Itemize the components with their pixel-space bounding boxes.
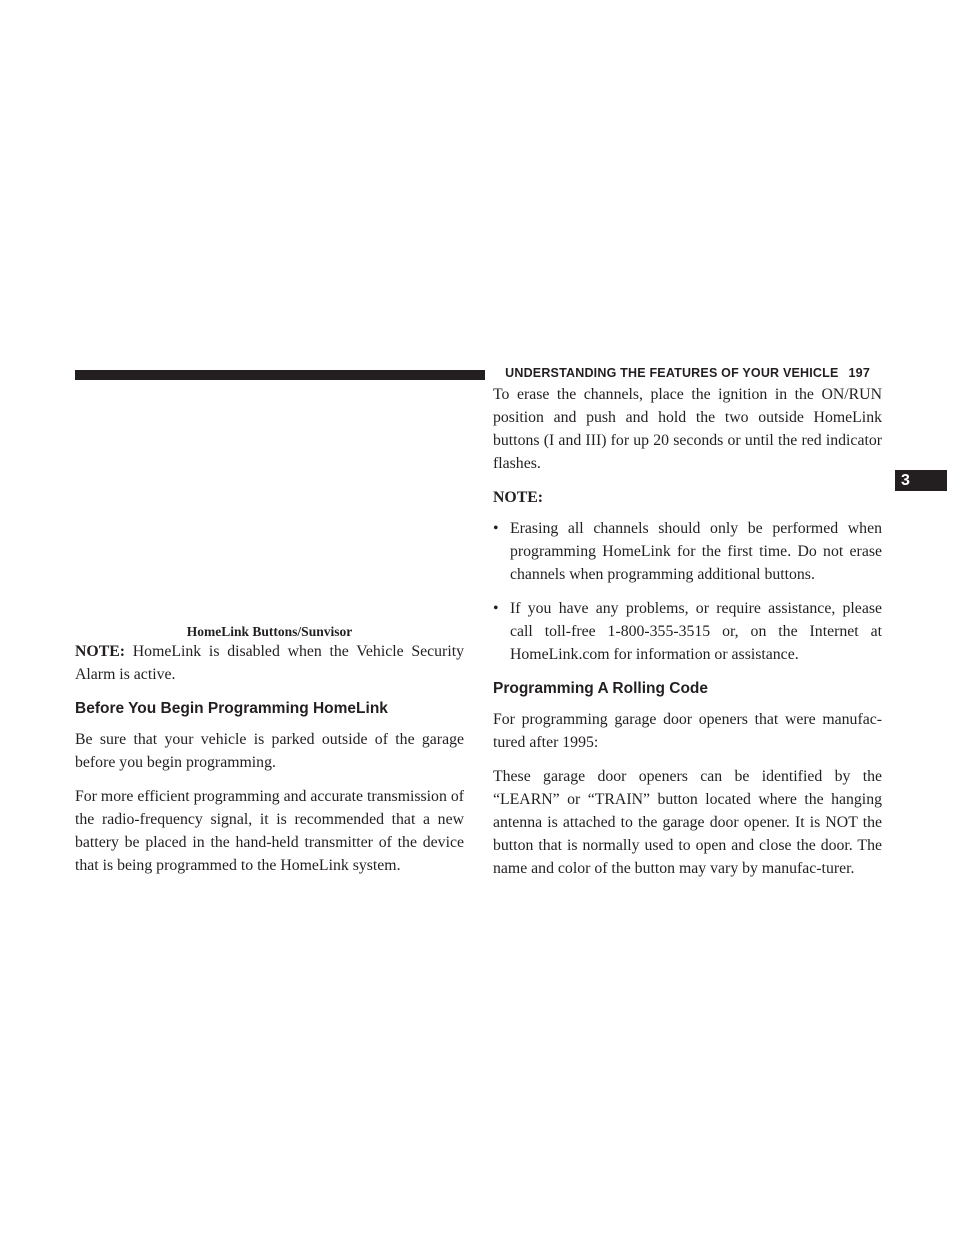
section-heading-rolling-code: Programming A Rolling Code xyxy=(493,680,708,697)
note-paragraph xyxy=(75,640,464,686)
list-item-text: If you have any problems, or require assistance, please call toll-free 1-800-355-3515 or, on the Internet at HomeLink.com for information or assistance. xyxy=(510,600,882,663)
body-paragraph: For more efficient programming and accurate transmission of the radio-frequency signal, it is recommended that a new battery be placed in the hand-held transmitter of the device that is being programmed to the HomeLink system. xyxy=(75,788,464,874)
figure-caption: HomeLink Buttons/Sunvisor xyxy=(186,624,353,639)
left-column xyxy=(75,640,464,888)
note-list xyxy=(493,517,882,666)
bullet-icon: • xyxy=(493,520,499,537)
section-heading-before-programming: Before You Begin Programming HomeLink xyxy=(75,700,388,717)
running-header xyxy=(500,366,870,380)
body-paragraph: To erase the channels, place the ignition in the ON/RUN position and push and hold the two outside HomeLink buttons (I and III) for up 20 seconds or until the red indicator flashes. xyxy=(493,386,882,472)
note-text: HomeLink is disabled when the Vehicle Security Alarm is active. xyxy=(75,643,464,683)
bullet-icon: • xyxy=(493,600,499,617)
body-paragraph: For programming garage door openers that were manufac-tured after 1995: xyxy=(493,711,882,751)
body-paragraph: These garage door openers can be identified by the “LEARN” or “TRAIN” button located where the hanging antenna is attached to the garage door opener. It is NOT the button that is normally used to open and close the door. The name and color of the button may vary by manufac-turer. xyxy=(493,768,882,877)
header-rule-bar xyxy=(75,370,485,380)
page-number: 197 xyxy=(848,366,870,380)
note-heading: NOTE: xyxy=(493,489,544,506)
section-title: UNDERSTANDING THE FEATURES OF YOUR VEHICLE xyxy=(505,366,839,380)
list-item xyxy=(493,517,882,586)
body-paragraph: Be sure that your vehicle is parked outside of the garage before you begin programming. xyxy=(75,731,464,771)
list-item-text: Erasing all channels should only be performed when programming HomeLink for the first time. Do not erase channels when programming additional buttons. xyxy=(510,520,882,583)
note-label: NOTE: xyxy=(75,643,126,660)
right-column xyxy=(493,383,882,891)
list-item xyxy=(493,597,882,666)
chapter-tab[interactable]: 3 xyxy=(895,470,947,491)
